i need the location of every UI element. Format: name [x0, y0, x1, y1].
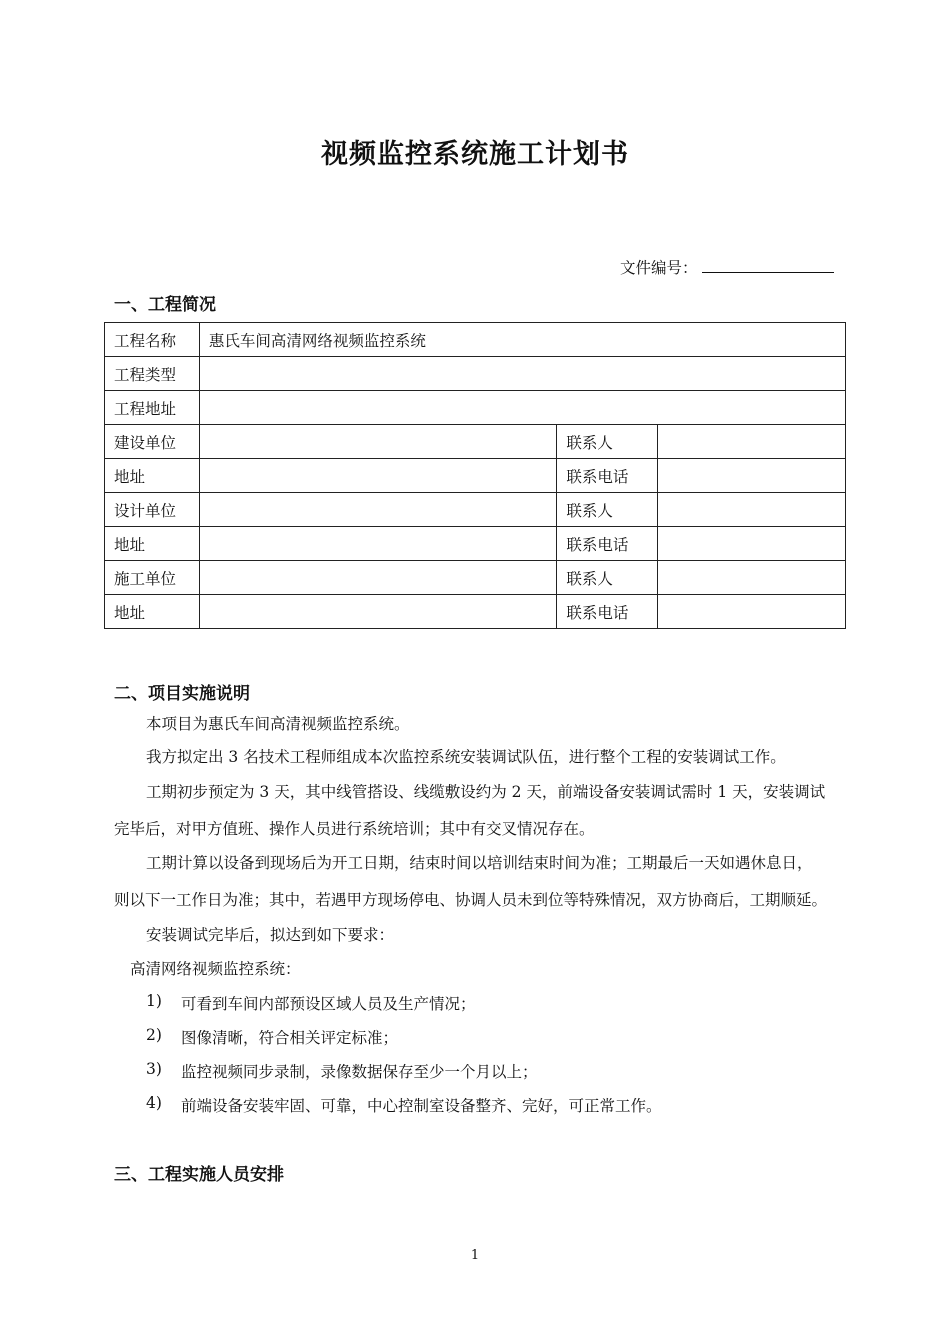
project-type-label: 工程类型 — [105, 357, 200, 391]
builder-contact-label: 联系人 — [557, 425, 658, 459]
paragraph-3-line-2: 完毕后，对甲方值班、操作人员进行系统培训；其中有交叉情况存在。 — [114, 820, 595, 838]
paragraph-1: 本项目为惠氏车间高清视频监控系统。 — [146, 715, 410, 733]
page-title: 视频监控系统施工计划书 — [321, 139, 629, 170]
designer-phone-label: 联系电话 — [557, 527, 658, 561]
builder-contact-value — [658, 425, 846, 459]
constructor-label: 施工单位 — [105, 561, 200, 595]
project-name-label: 工程名称 — [105, 323, 200, 357]
project-address-value — [199, 391, 845, 425]
page-number: 1 — [470, 1248, 480, 1263]
section-2-heading: 二、项目实施说明 — [114, 684, 250, 704]
section-1-heading: 一、工程简况 — [114, 295, 216, 315]
table-row — [105, 493, 846, 527]
constructor-contact-value — [658, 561, 846, 595]
table-row — [105, 561, 846, 595]
designer-label: 设计单位 — [105, 493, 200, 527]
designer-address-label: 地址 — [105, 527, 200, 561]
requirement-text: 监控视频同步录制，录像数据保存至少一个月以上； — [181, 1063, 538, 1081]
builder-address-label: 地址 — [105, 459, 200, 493]
requirement-number: 2) — [146, 1026, 162, 1044]
table-row — [105, 357, 846, 391]
file-number-label: 文件编号： — [620, 259, 698, 277]
requirement-text: 图像清晰，符合相关评定标准； — [181, 1029, 399, 1047]
builder-address-value — [199, 459, 556, 493]
paragraph-5: 安装调试完毕后，拟达到如下要求： — [146, 926, 395, 944]
project-name-value: 惠氏车间高清网络视频监控系统 — [199, 323, 845, 357]
project-type-value — [199, 357, 845, 391]
constructor-contact-label: 联系人 — [557, 561, 658, 595]
table-row — [105, 425, 846, 459]
paragraph-4-line-2: 则以下一工作日为准；其中，若遇甲方现场停电、协调人员未到位等特殊情况，双方协商后，工期顺延。 — [114, 891, 828, 909]
builder-value — [199, 425, 556, 459]
file-number-field — [620, 256, 834, 278]
requirement-number: 3) — [146, 1060, 162, 1078]
file-number-blank — [702, 258, 834, 273]
constructor-address-value — [199, 595, 556, 629]
designer-contact-label: 联系人 — [557, 493, 658, 527]
table-row — [105, 595, 846, 629]
project-address-label: 工程地址 — [105, 391, 200, 425]
table-row — [105, 391, 846, 425]
designer-contact-value — [658, 493, 846, 527]
builder-phone-value — [658, 459, 846, 493]
paragraph-3-line-1: 工期初步预定为 3 天，其中线管搭设、线缆敷设约为 2 天，前端设备安装调试需时 1 天，安装调试 — [146, 783, 826, 801]
table-row — [105, 323, 846, 357]
table-row — [105, 459, 846, 493]
designer-phone-value — [658, 527, 846, 561]
constructor-address-label: 地址 — [105, 595, 200, 629]
paragraph-4-line-1: 工期计算以设备到现场后为开工日期，结束时间以培训结束时间为准；工期最后一天如遇休息日， — [146, 854, 813, 872]
designer-value — [199, 493, 556, 527]
requirement-text: 前端设备安装牢固、可靠，中心控制室设备整齐、完好，可正常工作。 — [181, 1097, 662, 1115]
paragraph-6: 高清网络视频监控系统： — [130, 960, 301, 978]
designer-address-value — [199, 527, 556, 561]
builder-label: 建设单位 — [105, 425, 200, 459]
constructor-value — [199, 561, 556, 595]
builder-phone-label: 联系电话 — [557, 459, 658, 493]
paragraph-2: 我方拟定出 3 名技术工程师组成本次监控系统安装调试队伍，进行整个工程的安装调试工作。 — [146, 748, 786, 766]
constructor-phone-label: 联系电话 — [557, 595, 658, 629]
project-overview-table — [104, 322, 846, 629]
requirement-number: 4) — [146, 1094, 162, 1112]
constructor-phone-value — [658, 595, 846, 629]
requirement-text: 可看到车间内部预设区域人员及生产情况； — [181, 995, 476, 1013]
requirement-number: 1) — [146, 992, 162, 1010]
table-row — [105, 527, 846, 561]
section-3-heading: 三、工程实施人员安排 — [114, 1165, 284, 1185]
